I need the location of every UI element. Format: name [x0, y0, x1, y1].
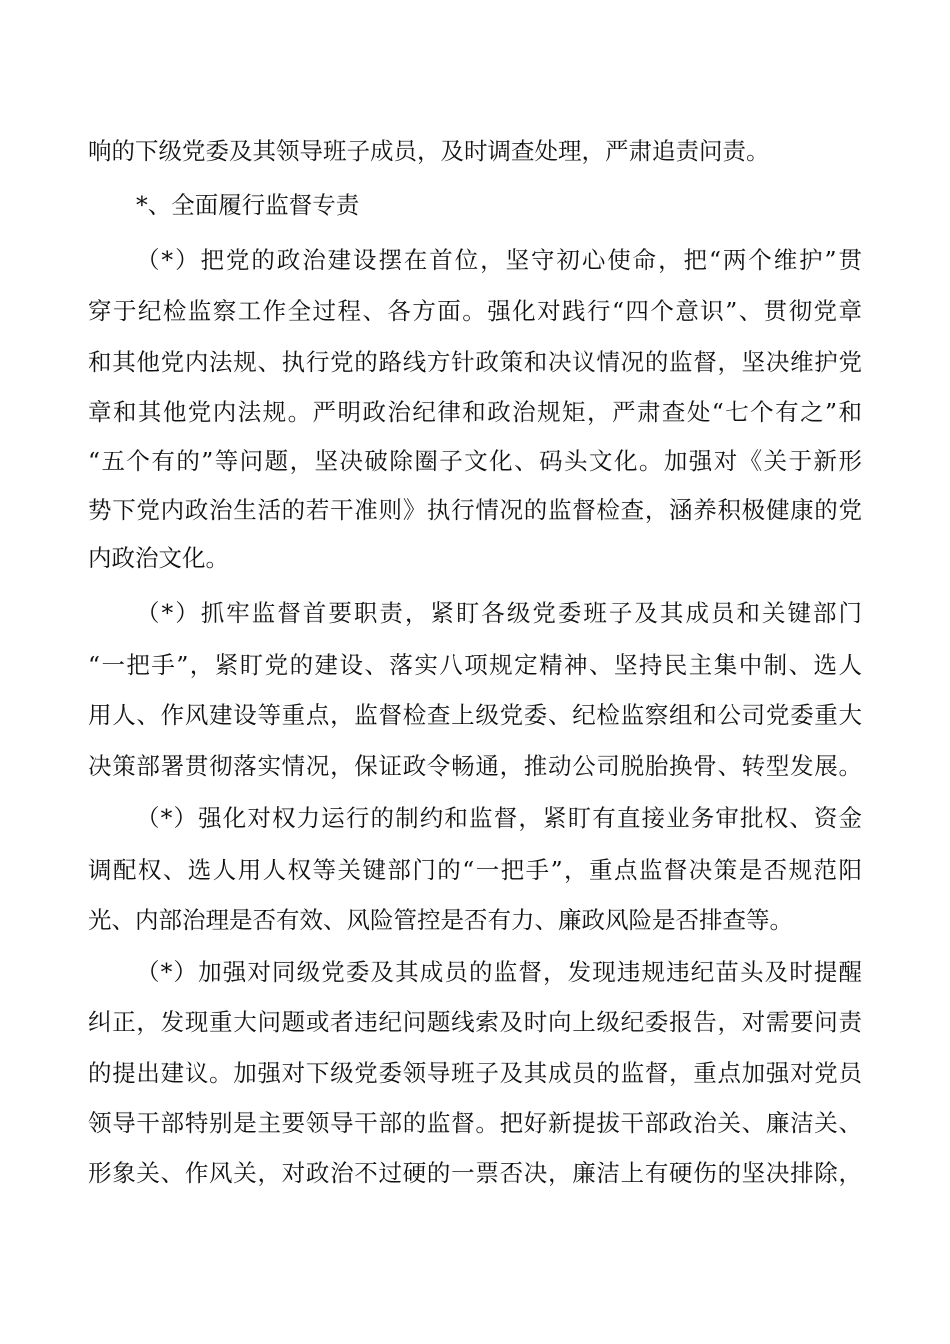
text-line: 用人、作风建设等重点，监督检查上级党委、纪检监察组和公司党委重大 — [88, 701, 862, 729]
text-line: 和其他党内法规、执行党的路线方针政策和决议情况的监督，坚决维护党 — [88, 348, 862, 376]
text-line: “五个有的”等问题，坚决破除圈子文化、码头文化。加强对《关于新形 — [88, 447, 862, 475]
paragraph-start-line: （*）强化对权力运行的制约和监督，紧盯有直接业务审批权、资金 — [136, 804, 862, 832]
text-line: 调配权、选人用人权等关键部门的“一把手”，重点监督决策是否规范阳 — [88, 856, 862, 884]
text-line: “一把手”，紧盯党的建设、落实八项规定精神、坚持民主集中制、选人 — [88, 651, 862, 679]
text-line: 势下党内政治生活的若干准则》执行情况的监督检查，涵养积极健康的党 — [88, 496, 862, 524]
text-line: 内政治文化。 — [88, 544, 229, 572]
text-line: 的提出建议。加强对下级党委领导班子及其成员的监督，重点加强对党员 — [88, 1059, 862, 1087]
text-line: 形象关、作风关，对政治不过硬的一票否决，廉洁上有硬伤的坚决排除， — [88, 1159, 862, 1187]
text-line: 纠正，发现重大问题或者违纪问题线索及时向上级纪委报告，对需要问责 — [88, 1008, 862, 1036]
paragraph-start-line: （*）加强对同级党委及其成员的监督，发现违规违纪苗头及时提醒 — [136, 958, 862, 986]
paragraph-start-line: （*）抓牢监督首要职责，紧盯各级党委班子及其成员和关键部门 — [136, 599, 862, 627]
section-heading: *、全面履行监督专责 — [136, 191, 360, 219]
paragraph-start-line: （*）把党的政治建设摆在首位，坚守初心使命，把“两个维护”贯 — [136, 246, 862, 274]
text-line: 决策部署贯彻落实情况，保证政令畅通，推动公司脱胎换骨、转型发展。 — [88, 752, 862, 780]
text-line: 穿于纪检监察工作全过程、各方面。强化对践行“四个意识”、贯彻党章 — [88, 297, 862, 325]
text-line: 光、内部治理是否有效、风险管控是否有力、廉政风险是否排查等。 — [88, 906, 793, 934]
text-line: 章和其他党内法规。严明政治纪律和政治规矩，严肃查处“七个有之”和 — [88, 398, 862, 426]
text-line: 响的下级党委及其领导班子成员，及时调查处理，严肃追责问责。 — [88, 137, 770, 165]
text-line: 领导干部特别是主要领导干部的监督。把好新提拔干部政治关、廉洁关、 — [88, 1109, 862, 1137]
